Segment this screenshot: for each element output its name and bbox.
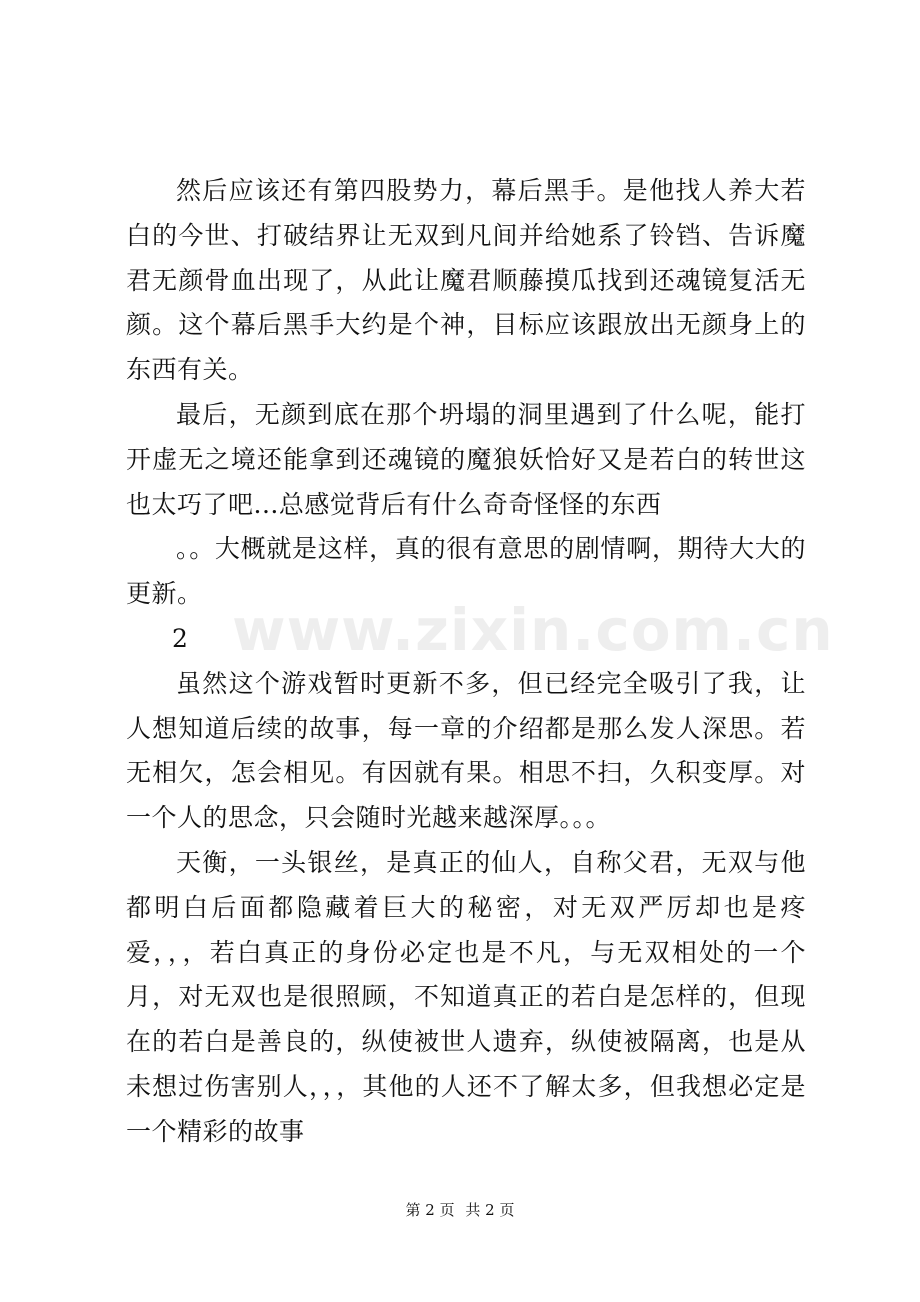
document-body <box>126 169 834 1155</box>
paragraph-game-intro: 虽然这个游戏暂时更新不多，但已经完全吸引了我，让人想知道后续的故事，每一章的介绍都是那么发人深思。若无相欠，怎会相见。有因就有果。相思不扫，久积变厚。对一个人的思念，只会随时光越来越深厚。。。 <box>126 668 806 833</box>
page-total: 共 2 页 <box>465 1201 515 1219</box>
paragraph-looking-forward: 。。大概就是这样，真的很有意思的剧情啊，期待大大的更新。 <box>126 534 806 609</box>
section-number: 2 <box>172 623 189 653</box>
paragraph-collapsed-cave: 最后，无颜到底在那个坍塌的洞里遇到了什么呢，能打开虚无之境还能拿到还魂镜的魔狼妖恰好又是若白的转世这也太巧了吧...总感觉背后有什么奇奇怪怪的东西 <box>126 399 806 519</box>
page-footer <box>0 1200 920 1220</box>
page-number: 第 2 页 <box>405 1201 455 1219</box>
paragraph-tianheng: 天衡，一头银丝，是真正的仙人，自称父君，无双与他都明白后面都隐藏着巨大的秘密，对无双严厉却也是疼爱，，，若白真正的身份必定也是不凡，与无双相处的一个月，对无双也是很照顾，不知道真正的若白是怎样的，但现在的若白是善良的，纵使被世人遗弃，纵使被隔离，也是从未想过伤害别人，，，其他的人还不了解太多，但我想必定是一个精彩的故事 <box>126 847 806 1146</box>
paragraph-hidden-force: 然后应该还有第四股势力，幕后黑手。是他找人养大若白的今世、打破结界让无双到凡间并给她系了铃铛、告诉魔君无颜骨血出现了，从此让魔君顺藤摸瓜找到还魂镜复活无颜。这个幕后黑手大约是个神，目标应该跟放出无颜身上的东西有关。 <box>126 176 806 385</box>
watermark: www.zixin.com.cn <box>232 596 834 664</box>
